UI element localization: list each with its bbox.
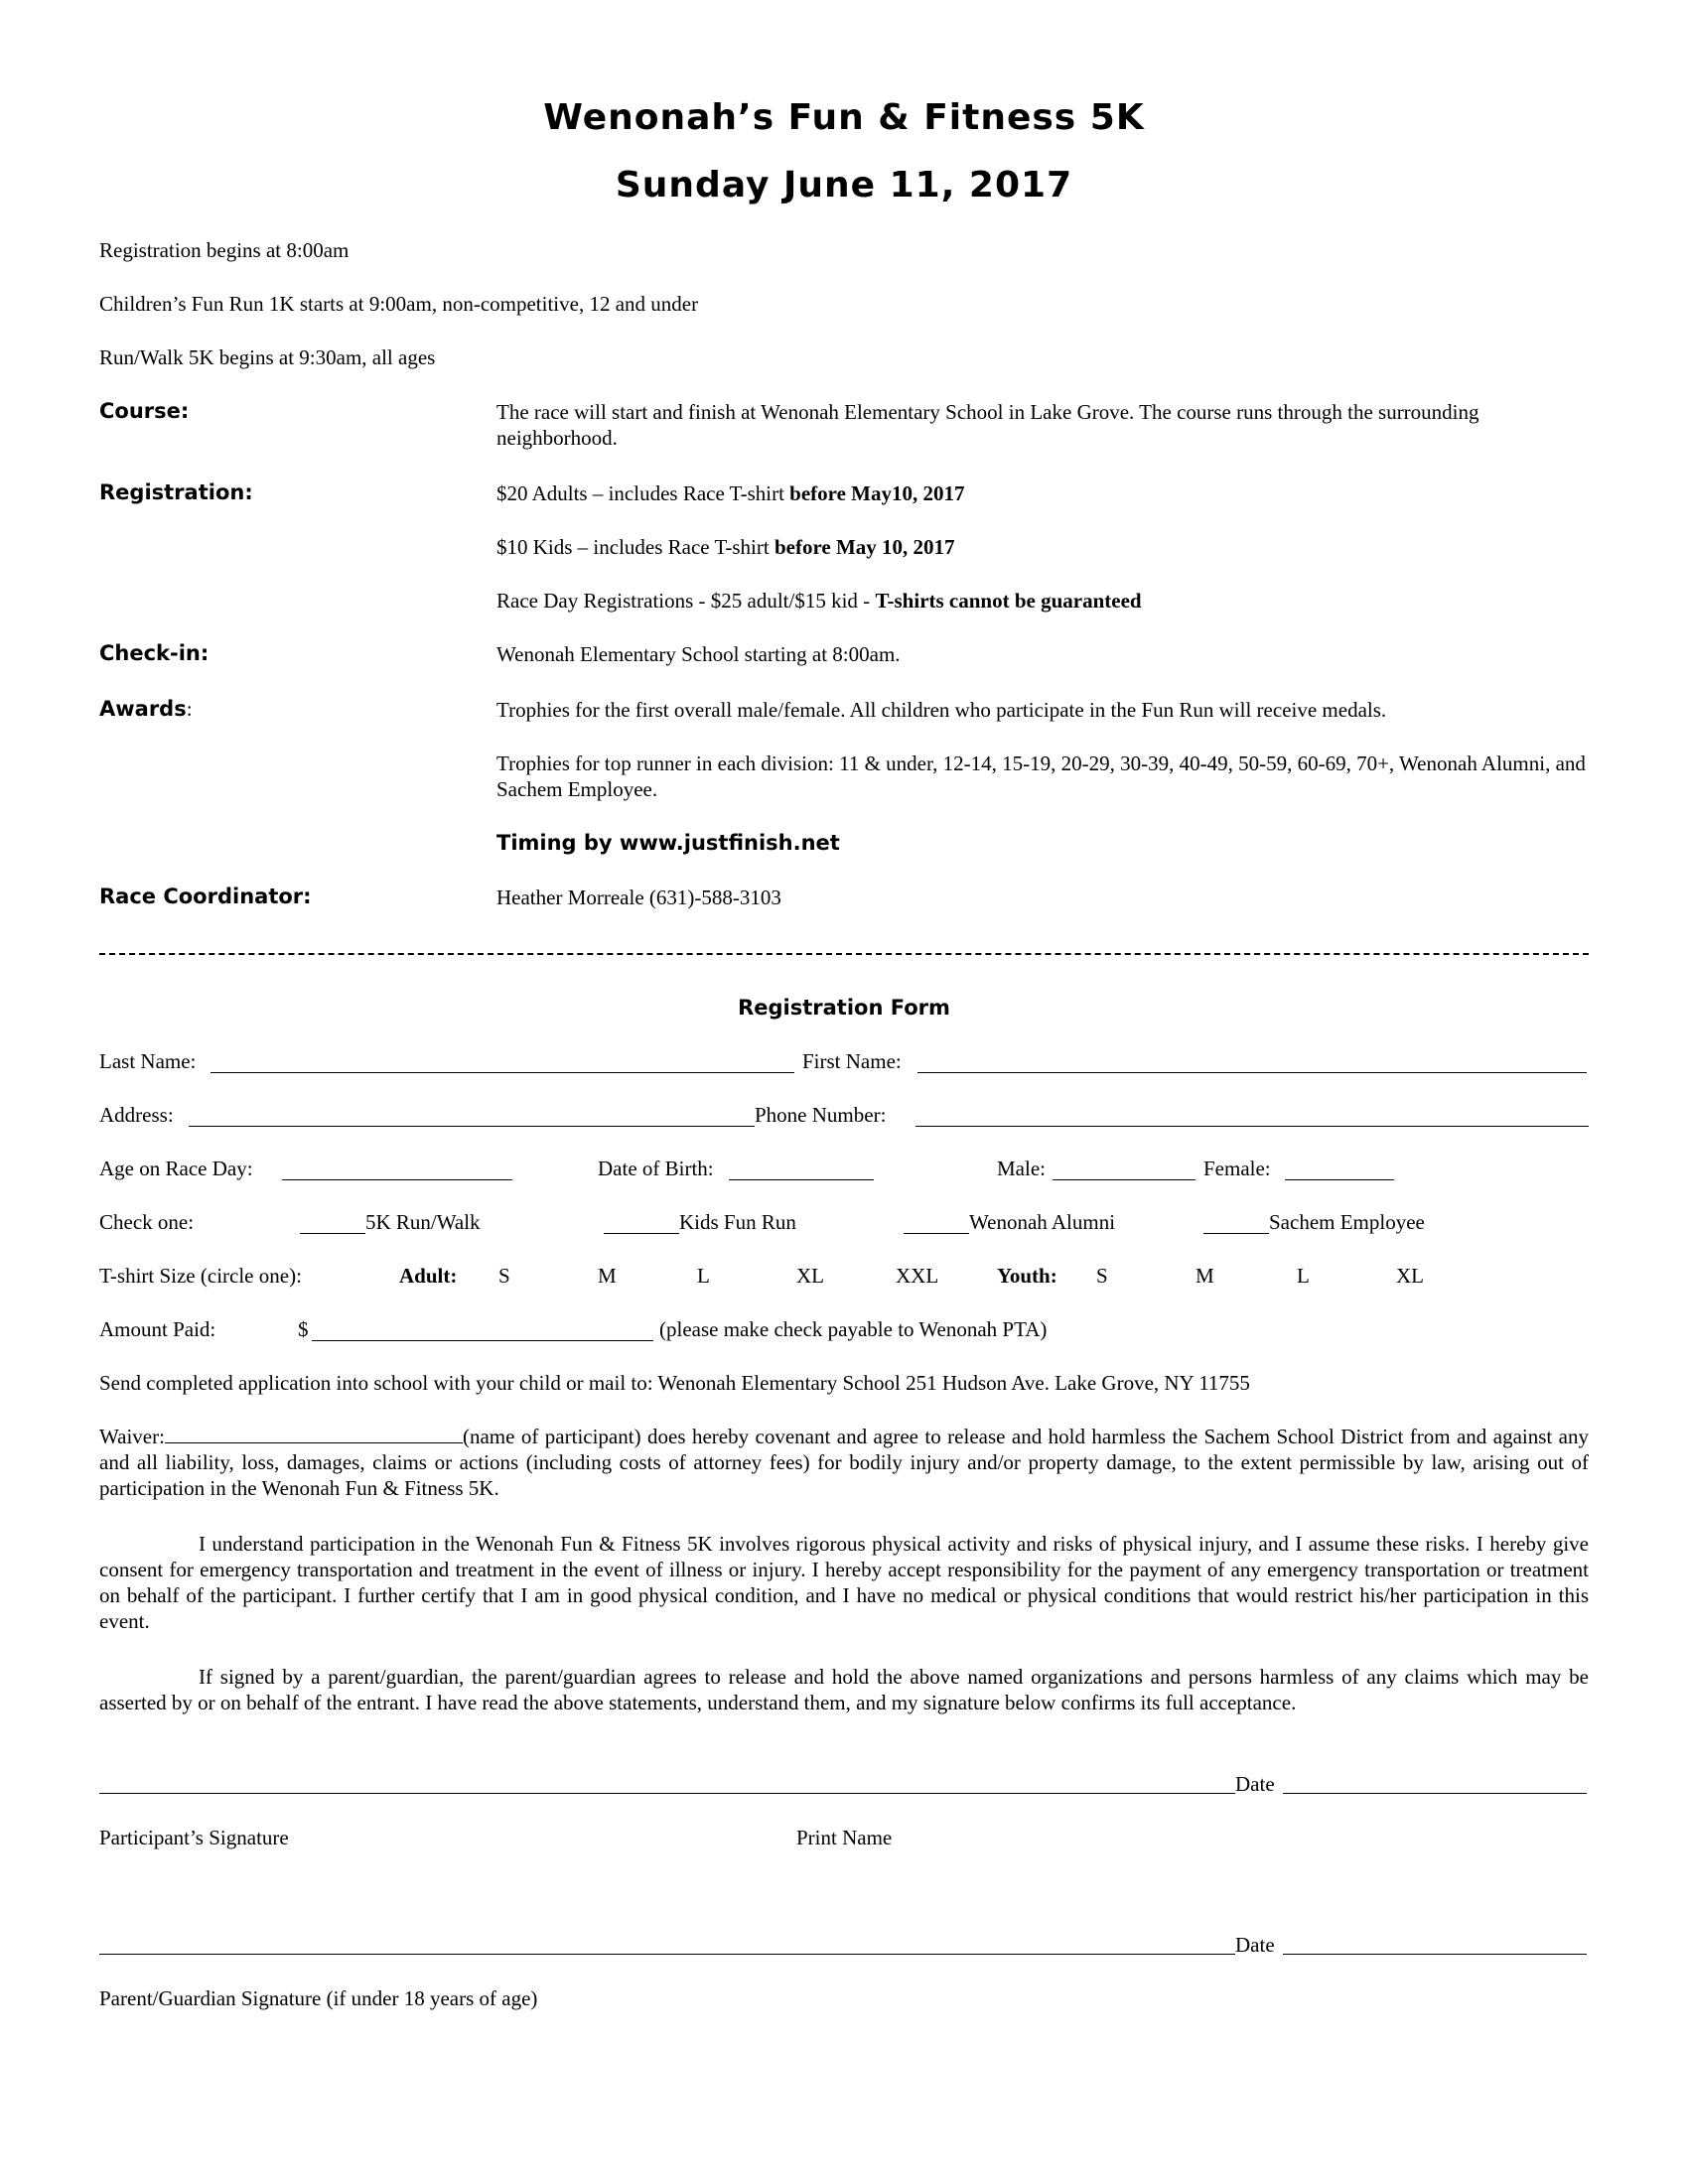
option-alumni: Wenonah Alumni: [969, 1210, 1116, 1234]
awards-label: [99, 696, 193, 722]
registration-begins: Registration begins at 8:00am: [99, 238, 350, 262]
dob-field[interactable]: [729, 1160, 874, 1180]
form-heading: Registration Form: [738, 996, 950, 1020]
youth-size-xl[interactable]: XL: [1396, 1264, 1424, 1288]
checkin-label: Check-in:: [99, 641, 210, 665]
coordinator-text: Heather Morreale (631)-588-3103: [496, 886, 781, 909]
option-5k: 5K Run/Walk: [365, 1210, 481, 1234]
awards-label-text: Awards: [99, 697, 187, 721]
age-field[interactable]: [282, 1160, 512, 1180]
awards-text-1: Trophies for the first overall male/female. All children who participate in the Fun Run will receive medals.: [496, 698, 1387, 722]
waiver-label: Waiver:: [99, 1425, 165, 1448]
timing-link: Timing by www.justfinish.net: [496, 831, 840, 855]
youth-size-s[interactable]: S: [1096, 1264, 1108, 1288]
date-label-2: Date: [1235, 1933, 1275, 1957]
course-text: The race will start and finish at Wenonah Elementary School in Lake Grove. The course runs through the surrounding neighborhood.: [496, 400, 1479, 450]
amount-note: (please make check payable to Wenonah PTA): [659, 1317, 1048, 1341]
adult-size-xl[interactable]: XL: [796, 1264, 824, 1288]
check-one-label: Check one:: [99, 1210, 195, 1234]
age-label: Age on Race Day:: [99, 1157, 253, 1180]
youth-size-m[interactable]: M: [1196, 1264, 1214, 1288]
awards-text-2: Trophies for top runner in each division: 11 & under, 12-14, 15-19, 20-29, 30-39, 40-49, 50-59, 60-69, 70+, Wenonah Alumni, and Sachem Employee.: [496, 751, 1586, 801]
adult-size-xxl[interactable]: XXL: [896, 1264, 939, 1288]
adult-size-s[interactable]: S: [498, 1264, 510, 1288]
adult-size-l[interactable]: L: [697, 1264, 710, 1288]
reg-adults-text: $20 Adults – includes Race T-shirt: [496, 481, 790, 505]
risk-paragraph: [99, 1531, 1589, 1634]
parent-signature-label: Parent/Guardian Signature (if under 18 years of age): [99, 1986, 538, 2010]
participant-name-field[interactable]: [165, 1425, 463, 1443]
reg-adults: [496, 480, 1589, 506]
adult-label: Adult:: [399, 1264, 458, 1288]
course-label: Course:: [99, 399, 190, 423]
reg-kids-text: $10 Kids – includes Race T-shirt: [496, 535, 774, 559]
reg-raceday-note: T-shirts cannot be guaranteed: [875, 589, 1142, 613]
check-alumni-field[interactable]: [904, 1213, 969, 1234]
reg-kids-deadline: before May 10, 2017: [774, 535, 955, 559]
reg-adults-deadline: before May10, 2017: [789, 481, 965, 505]
kids-run-info: Children’s Fun Run 1K starts at 9:00am, non-competitive, 12 and under: [99, 292, 699, 316]
guardian-text: If signed by a parent/guardian, the parent/guardian agrees to release and hold the above named organizations and persons harmless of any claims which may be asserted by or on behalf of the entrant. I have read the above statements, understand them, and my signature below confirms its full acceptance.: [99, 1665, 1589, 1714]
phone-field[interactable]: [915, 1106, 1589, 1127]
print-name-label: Print Name: [796, 1826, 893, 1849]
awards-label-colon: :: [186, 697, 193, 721]
dob-label: Date of Birth:: [598, 1157, 714, 1180]
participant-signature-field[interactable]: [99, 1793, 1235, 1794]
check-kids-field[interactable]: [604, 1213, 679, 1234]
run-walk-info: Run/Walk 5K begins at 9:30am, all ages: [99, 345, 436, 369]
date-field-2[interactable]: [1283, 1954, 1587, 1955]
date-label-1: Date: [1235, 1772, 1275, 1796]
address-label: Address:: [99, 1103, 174, 1127]
male-label: Male:: [997, 1157, 1046, 1180]
youth-label: Youth:: [997, 1264, 1057, 1288]
check-5k-field[interactable]: [300, 1213, 365, 1234]
guardian-paragraph: [99, 1664, 1589, 1715]
amount-label: Amount Paid:: [99, 1317, 216, 1341]
check-employee-field[interactable]: [1203, 1213, 1269, 1234]
adult-size-m[interactable]: M: [598, 1264, 617, 1288]
waiver-text: (name of participant) does hereby covenant and agree to release and hold harmless the Sachem School District from and against any and all liability, loss, damages, claims or actions (including costs of attorney fees) for bodily injury and/or property damage, to the extent permissible by law, arising out of participation in the Wenonah Fun & Fitness 5K.: [99, 1425, 1589, 1500]
tshirt-label: T-shirt Size (circle one):: [99, 1264, 302, 1288]
amount-field[interactable]: [312, 1320, 653, 1341]
cut-line: [99, 953, 1589, 955]
event-date: Sunday June 11, 2017: [615, 165, 1073, 205]
option-kids: Kids Fun Run: [679, 1210, 796, 1234]
last-name-label: Last Name:: [99, 1049, 197, 1073]
first-name-label: First Name:: [802, 1049, 902, 1073]
female-label: Female:: [1203, 1157, 1271, 1180]
male-field[interactable]: [1053, 1160, 1196, 1180]
dollar-sign: $: [298, 1317, 309, 1341]
phone-label: Phone Number:: [755, 1103, 887, 1127]
participant-signature-label: Participant’s Signature: [99, 1826, 289, 1849]
option-employee: Sachem Employee: [1269, 1210, 1425, 1234]
reg-raceday-text: Race Day Registrations - $25 adult/$15 kid -: [496, 589, 876, 613]
waiver-paragraph: [99, 1424, 1589, 1501]
checkin-text: Wenonah Elementary School starting at 8:00am.: [496, 642, 901, 666]
date-field-1[interactable]: [1283, 1793, 1587, 1794]
reg-kids: [496, 534, 1589, 560]
last-name-field[interactable]: [211, 1052, 794, 1073]
coordinator-label: Race Coordinator:: [99, 885, 312, 908]
parent-signature-field[interactable]: [99, 1954, 1235, 1955]
registration-label: Registration:: [99, 480, 253, 504]
address-field[interactable]: [189, 1106, 755, 1127]
youth-size-l[interactable]: L: [1297, 1264, 1310, 1288]
reg-raceday: [496, 588, 1589, 614]
risk-text: I understand participation in the Wenonah Fun & Fitness 5K involves rigorous physical activity and risks of physical injury, and I assume these risks. I hereby give consent for emergency transportation and treatment in the event of illness or injury. I hereby accept responsibility for the payment of any emergency transportation or treatment on behalf of the participant. I further certify that I am in good physical condition, and I have no medical or physical conditions that would restrict his/her participation in this event.: [99, 1532, 1589, 1633]
female-field[interactable]: [1285, 1160, 1394, 1180]
first-name-field[interactable]: [917, 1052, 1587, 1073]
event-title: Wenonah’s Fun & Fitness 5K: [543, 97, 1145, 138]
send-instructions: Send completed application into school with your child or mail to: Wenonah Elementary School 251 Hudson Ave. Lake Grove, NY 11755: [99, 1371, 1250, 1395]
